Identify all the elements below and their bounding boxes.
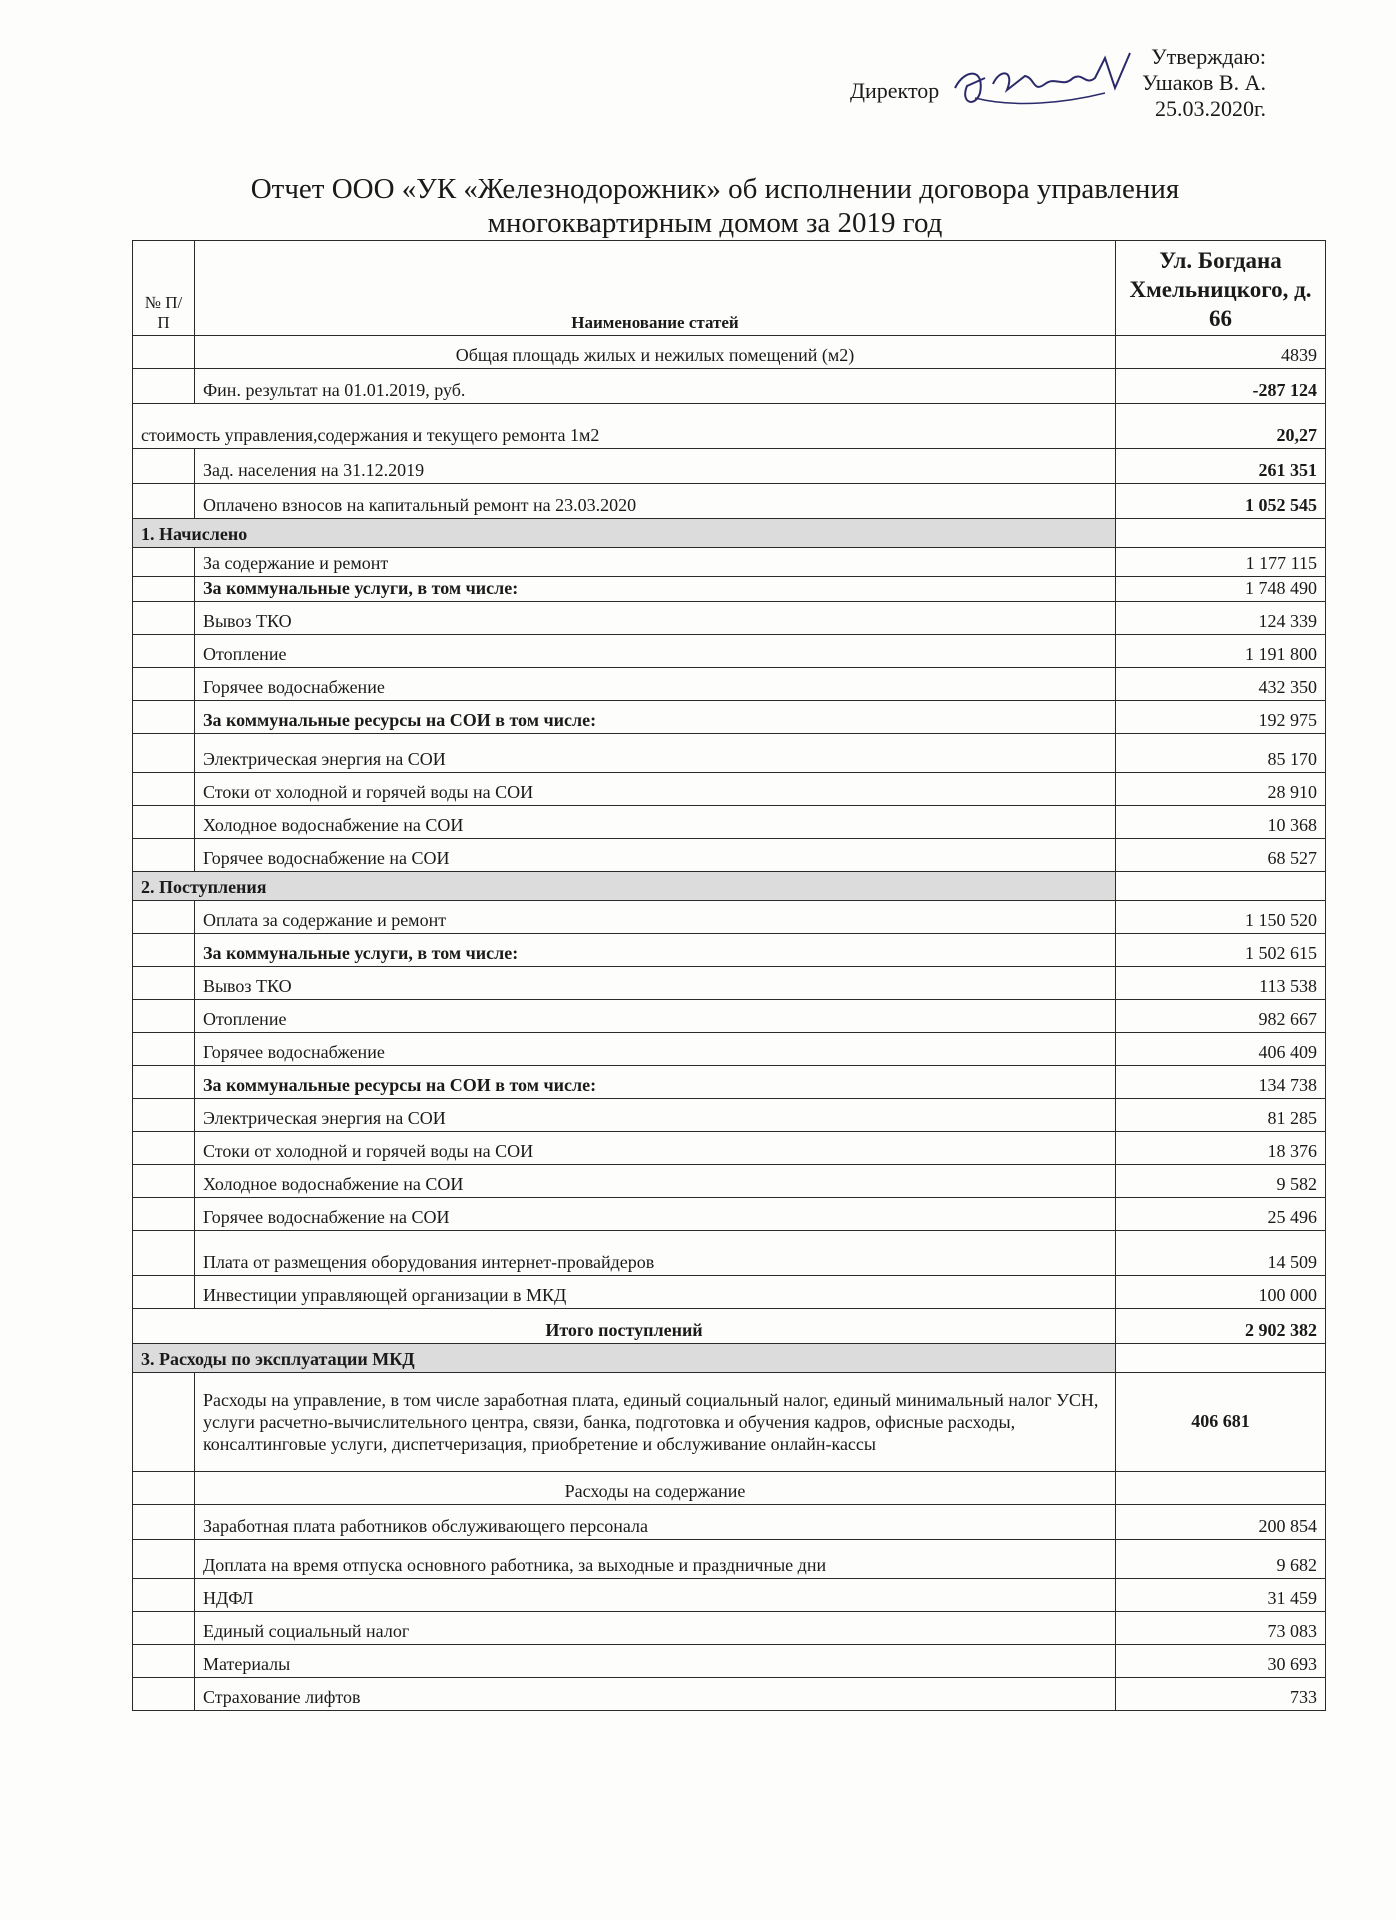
report-title xyxy=(130,172,1300,240)
table-row xyxy=(133,369,1326,404)
table-row xyxy=(133,336,1326,369)
report-title-line2: многоквартирным домом за 2019 год xyxy=(487,207,943,239)
row-label: Инвестиции управляющей организации в МКД xyxy=(194,1276,1115,1309)
row-label: Отопление xyxy=(194,635,1115,668)
row-label: Заработная плата работников обслуживающего персонала xyxy=(194,1505,1115,1540)
header-address: Ул. Богдана Хмельницкого, д. 66 xyxy=(1116,241,1326,336)
row-label: НДФЛ xyxy=(194,1579,1115,1612)
row-value: 4839 xyxy=(1116,336,1326,369)
table-row xyxy=(133,1373,1326,1472)
table-row xyxy=(133,1231,1326,1276)
header-num: № П/П xyxy=(133,241,195,336)
row-label: Расходы на управление, в том числе заработная плата, единый социальный налог, единый минимальный налог УСН, услуги расчетно-вычислительного центра, связи, банка, подготовка и обучения кадров, офисные расходы, консалтинговые услуги, диспетчеризация, приобретение и обслуживание онлайн-кассы xyxy=(194,1373,1115,1472)
table-row xyxy=(133,1276,1326,1309)
section-header xyxy=(133,519,1326,548)
row-value: 31 459 xyxy=(1116,1579,1326,1612)
row-value: 1 748 490 xyxy=(1116,577,1326,602)
row-value: 113 538 xyxy=(1116,967,1326,1000)
row-label: Фин. результат на 01.01.2019, руб. xyxy=(194,369,1115,404)
row-label: Горячее водоснабжение на СОИ xyxy=(194,1198,1115,1231)
row-label: Горячее водоснабжение на СОИ xyxy=(194,839,1115,872)
table-row xyxy=(133,1678,1326,1711)
table-row xyxy=(133,1540,1326,1579)
table-row xyxy=(133,1645,1326,1678)
table-row xyxy=(133,1033,1326,1066)
approval-date: 25.03.2020г. xyxy=(1154,96,1266,121)
subsection-label: Расходы на содержание xyxy=(194,1472,1115,1505)
row-label: стоимость управления,содержания и текущего ремонта 1м2 xyxy=(133,404,1116,449)
row-label: Стоки от холодной и горячей воды на СОИ xyxy=(194,1132,1115,1165)
row-value: 25 496 xyxy=(1116,1198,1326,1231)
approval-label: Утверждаю: xyxy=(1151,44,1266,69)
table-row xyxy=(133,1472,1326,1505)
table-row xyxy=(133,1612,1326,1645)
approval-block xyxy=(1142,44,1266,122)
table-row xyxy=(133,668,1326,701)
table-row xyxy=(133,1066,1326,1099)
row-label: Страхование лифтов xyxy=(194,1678,1115,1711)
row-value: 124 339 xyxy=(1116,602,1326,635)
row-label: Зад. населения на 31.12.2019 xyxy=(194,449,1115,484)
total-label: Итого поступлений xyxy=(133,1309,1116,1344)
row-label: Вывоз ТКО xyxy=(194,602,1115,635)
row-label: Электрическая энергия на СОИ xyxy=(194,734,1115,773)
director-label: Директор xyxy=(850,78,940,103)
table-row xyxy=(133,773,1326,806)
table-row xyxy=(133,734,1326,773)
table-row xyxy=(133,1198,1326,1231)
row-label: Электрическая энергия на СОИ xyxy=(194,1099,1115,1132)
row-label: Плата от размещения оборудования интернет-провайдеров xyxy=(194,1231,1115,1276)
table-row xyxy=(133,1132,1326,1165)
row-value: 192 975 xyxy=(1116,701,1326,734)
row-value: 14 509 xyxy=(1116,1231,1326,1276)
row-value: 261 351 xyxy=(1116,449,1326,484)
row-label: Горячее водоснабжение xyxy=(194,668,1115,701)
row-value: 100 000 xyxy=(1116,1276,1326,1309)
row-label: Отопление xyxy=(194,1000,1115,1033)
row-value: 85 170 xyxy=(1116,734,1326,773)
row-value: 733 xyxy=(1116,1678,1326,1711)
table-row xyxy=(133,1165,1326,1198)
row-label: Оплата за содержание и ремонт xyxy=(194,901,1115,934)
row-label: Стоки от холодной и горячей воды на СОИ xyxy=(194,773,1115,806)
row-label: Материалы xyxy=(194,1645,1115,1678)
row-label: Общая площадь жилых и нежилых помещений (м2) xyxy=(194,336,1115,369)
row-value: 30 693 xyxy=(1116,1645,1326,1678)
row-label: Холодное водоснабжение на СОИ xyxy=(194,1165,1115,1198)
table-row xyxy=(133,1505,1326,1540)
row-value: 432 350 xyxy=(1116,668,1326,701)
row-label: Оплачено взносов на капитальный ремонт на 23.03.2020 xyxy=(194,484,1115,519)
row-value: 406 409 xyxy=(1116,1033,1326,1066)
table-row xyxy=(133,602,1326,635)
row-label: За коммунальные услуги, в том числе: xyxy=(194,577,1115,602)
table-row xyxy=(133,449,1326,484)
table-row xyxy=(133,1579,1326,1612)
section-label: 3. Расходы по эксплуатации МКД xyxy=(133,1344,1116,1373)
row-label: Доплата на время отпуска основного работника, за выходные и праздничные дни xyxy=(194,1540,1115,1579)
table-row xyxy=(133,701,1326,734)
row-label: За коммунальные ресурсы на СОИ в том числе: xyxy=(194,1066,1115,1099)
report-table xyxy=(132,240,1326,1711)
row-label: Вывоз ТКО xyxy=(194,967,1115,1000)
table-row-total xyxy=(133,1309,1326,1344)
table-row xyxy=(133,839,1326,872)
row-value: 1 191 800 xyxy=(1116,635,1326,668)
row-label: За коммунальные ресурсы на СОИ в том числе: xyxy=(194,701,1115,734)
row-value: 406 681 xyxy=(1116,1373,1326,1472)
approver-name: Ушаков В. А. xyxy=(1142,70,1266,95)
table-row xyxy=(133,404,1326,449)
row-value: 73 083 xyxy=(1116,1612,1326,1645)
row-label: Холодное водоснабжение на СОИ xyxy=(194,806,1115,839)
signature-image xyxy=(945,48,1135,118)
row-value: 1 502 615 xyxy=(1116,934,1326,967)
row-label: Единый социальный налог xyxy=(194,1612,1115,1645)
row-value: 1 052 545 xyxy=(1116,484,1326,519)
table-row xyxy=(133,577,1326,602)
table-header xyxy=(133,241,1326,336)
row-value: 28 910 xyxy=(1116,773,1326,806)
table-row xyxy=(133,484,1326,519)
row-value: 20,27 xyxy=(1116,404,1326,449)
section-header xyxy=(133,872,1326,901)
row-value: 81 285 xyxy=(1116,1099,1326,1132)
total-value: 2 902 382 xyxy=(1116,1309,1326,1344)
table-row xyxy=(133,806,1326,839)
section-header xyxy=(133,1344,1326,1373)
section-label: 1. Начислено xyxy=(133,519,1116,548)
row-value: 982 667 xyxy=(1116,1000,1326,1033)
table-row xyxy=(133,635,1326,668)
report-title-line1: Отчет ООО «УК «Железнодорожник» об исполнении договора управления xyxy=(250,173,1180,205)
row-value: 1 150 520 xyxy=(1116,901,1326,934)
row-label: За коммунальные услуги, в том числе: xyxy=(194,934,1115,967)
row-value: 68 527 xyxy=(1116,839,1326,872)
row-label: За содержание и ремонт xyxy=(194,548,1115,577)
header-name: Наименование статей xyxy=(194,241,1115,336)
row-value: 18 376 xyxy=(1116,1132,1326,1165)
table-row xyxy=(133,967,1326,1000)
row-value: 134 738 xyxy=(1116,1066,1326,1099)
table-row xyxy=(133,548,1326,577)
row-value: 1 177 115 xyxy=(1116,548,1326,577)
row-value: 10 368 xyxy=(1116,806,1326,839)
row-value: -287 124 xyxy=(1116,369,1326,404)
row-label: Горячее водоснабжение xyxy=(194,1033,1115,1066)
row-value: 9 682 xyxy=(1116,1540,1326,1579)
table-row xyxy=(133,1099,1326,1132)
table-row xyxy=(133,901,1326,934)
row-value: 9 582 xyxy=(1116,1165,1326,1198)
section-label: 2. Поступления xyxy=(133,872,1116,901)
row-value: 200 854 xyxy=(1116,1505,1326,1540)
table-row xyxy=(133,934,1326,967)
table-row xyxy=(133,1000,1326,1033)
